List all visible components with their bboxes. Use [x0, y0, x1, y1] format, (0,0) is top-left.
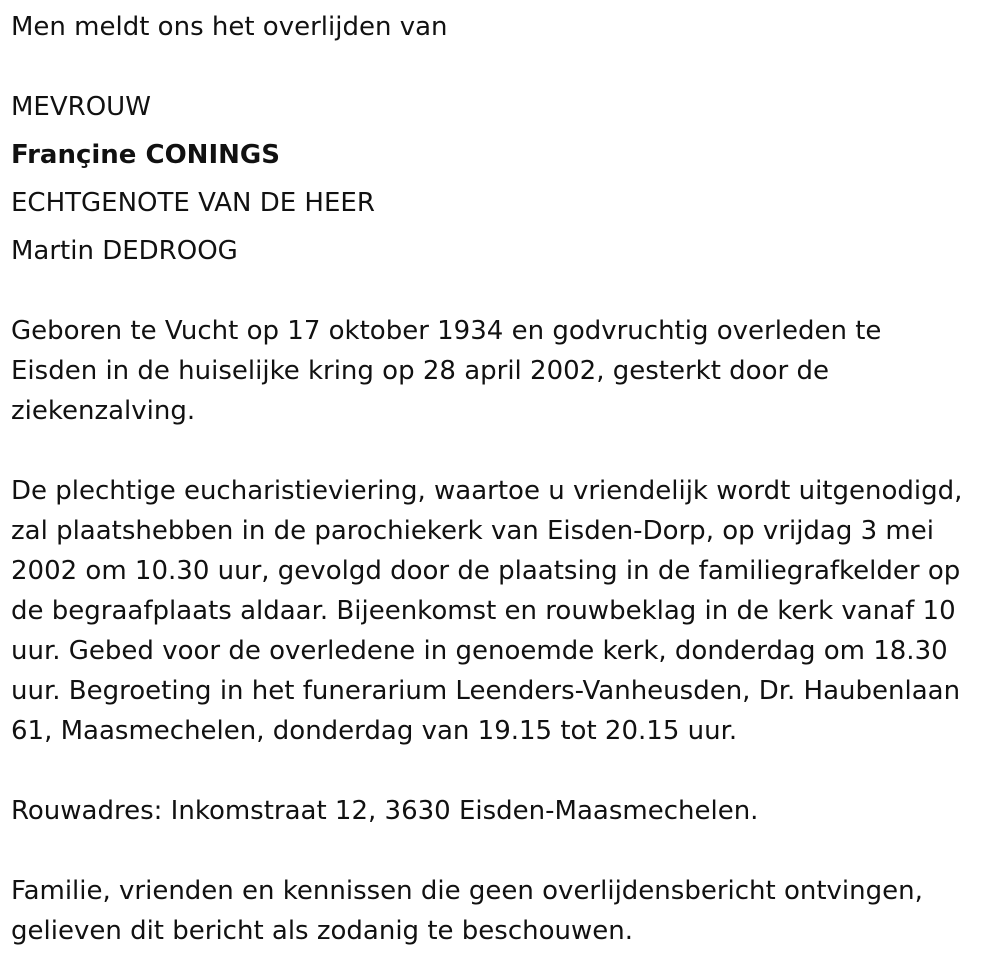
birth-death-line: Geboren te Vucht op 17 oktober 1934 en godvruchtig overleden te: [11, 316, 882, 346]
ceremony-line: uur. Begroeting in het funerarium Leenders-Vanheusden, Dr. Haubenlaan: [11, 676, 961, 706]
birth-death-line: Eisden in de huiselijke kring op 28 april 2002, gesterkt door de: [11, 356, 829, 386]
mourning-address: Rouwadres: Inkomstraat 12, 3630 Eisden-Maasmechelen.: [11, 796, 759, 826]
intro-text: Men meldt ons het overlijden van: [11, 12, 448, 42]
relation-text: ECHTGENOTE VAN DE HEER: [11, 188, 375, 218]
closing-line: gelieven dit bericht als zodanig te beschouwen.: [11, 916, 633, 946]
ceremony-line: 61, Maasmechelen, donderdag van 19.15 tot 20.15 uur.: [11, 716, 738, 746]
spouse-name: Martin DEDROOG: [11, 236, 238, 266]
ceremony-line: uur. Gebed voor de overledene in genoemde kerk, donderdag om 18.30: [11, 636, 948, 666]
closing-line: Familie, vrienden en kennissen die geen overlijdensbericht ontvingen,: [11, 876, 923, 906]
ceremony-line: de begraafplaats aldaar. Bijeenkomst en rouwbeklag in de kerk vanaf 10: [11, 596, 956, 626]
ceremony-line: De plechtige eucharistieviering, waartoe u vriendelijk wordt uitgenodigd,: [11, 476, 963, 506]
ceremony-line: 2002 om 10.30 uur, gevolgd door de plaatsing in de familiegrafkelder op: [11, 556, 961, 586]
birth-death-line: ziekenzalving.: [11, 396, 196, 426]
ceremony-line: zal plaatshebben in de parochiekerk van Eisden-Dorp, op vrijdag 3 mei: [11, 516, 934, 546]
deceased-name: Françine CONINGS: [11, 140, 280, 170]
person-title: MEVROUW: [11, 92, 151, 122]
